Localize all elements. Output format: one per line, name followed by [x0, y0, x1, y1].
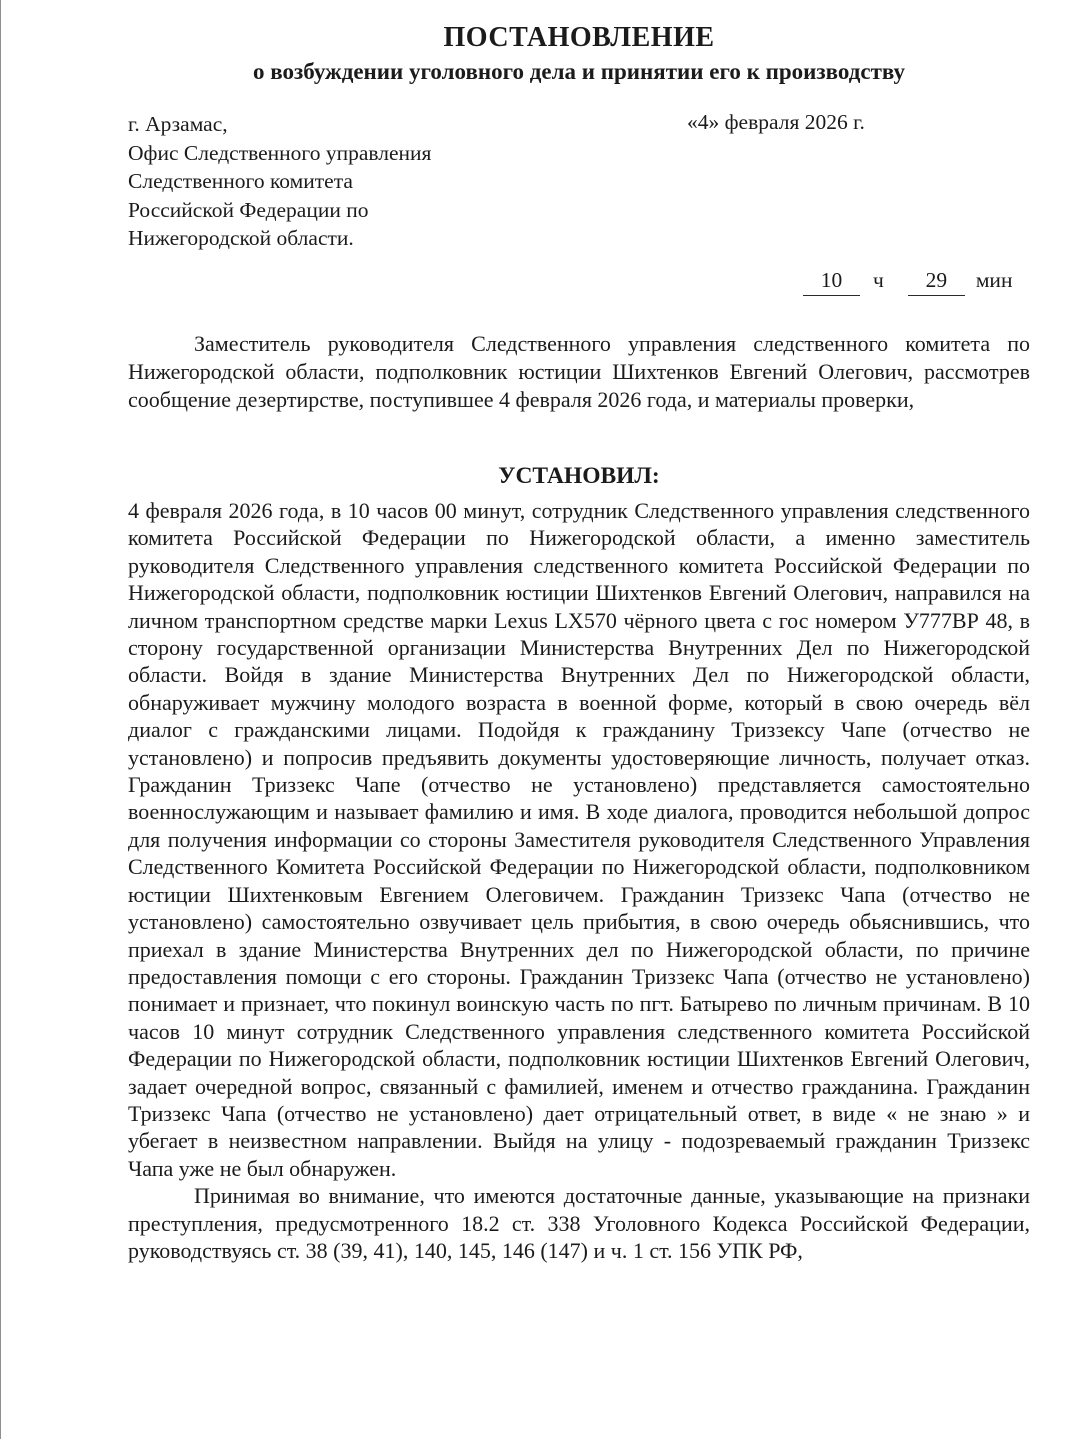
preamble-paragraph: Заместитель руководителя Следственного управления следственного комитета по Нижегородской области, подполковник юстиции Шихтенков Евгений Олегович, рассмотрев сообщение дезертирстве, поступившее 4 февраля 2026 года, и материалы проверки,: [128, 331, 1030, 412]
issuing-office-block: [128, 110, 431, 253]
document-title: ПОСТАНОВЛЕНИЕ: [443, 22, 715, 53]
time-row: [803, 268, 1012, 296]
document-date: «4» февраля 2026 г.: [687, 110, 865, 134]
document-subtitle: о возбуждении уголовного дела и принятии его к производству: [252, 59, 906, 84]
established-heading: УСТАНОВИЛ:: [498, 463, 660, 489]
page-left-edge-line: [0, 0, 1, 1439]
body-text: [128, 497, 1030, 1264]
issuing-office-line: Российской Федерации по: [128, 197, 369, 222]
issuing-office-line: Нижегородской области.: [128, 226, 354, 251]
issuing-office-line: Следственного комитета: [128, 169, 353, 194]
closing-paragraph: Принимая во внимание, что имеются достаточные данные, указывающие на признаки преступления, предусмотренного 18.2 ст. 338 Уголовного Кодекса Российской Федерации, руководствуясь ст. 38 (39, 41), 140, 145, 146 (147) и ч. 1 ст. 156 УПК РФ,: [128, 1183, 1030, 1263]
time-minutes-label: мин: [975, 268, 1013, 292]
issuing-office-line: Офис Следственного управления: [128, 140, 432, 165]
issuing-office-city: г. Арзамас,: [128, 112, 228, 136]
time-hours-value: 10: [803, 268, 860, 296]
facts-paragraph: 4 февраля 2026 года, в 10 часов 00 минут, сотрудник Следственного управления следственного комитета Российской Федерации по Нижегородской области, а именно заместитель руководителя Следственного управления следственного комитета Российской Федерации по Нижегородской области, подполковник юстиции Шихтенков Евгений Олегович, направился на личном транспортном средстве марки Lexus LX570 чёрного цвета с гос номером У777ВР 48, в сторону государственной организации Министерства Внутренних Дел по Нижегородской области. Войдя в здание Министерства Внутренних Дел по Нижегородской области, обнаруживает мужчину молодого возраста в военной форме, который в свою очередь вёл диалог с гражданскими лицами. Подойдя к гражданину Триззексу Чапе (отчество не установлено) и попросив предъявить документы удостоверяющие личность, получает отказ. Гражданин Триззекс Чапе (отчество не установлено) представляется самостоятельно военнослужающим и называет фамилию и имя. В ходе диалога, проводится небольшой допрос для получения информации со стороны Заместителя руководителя Следственного Управления Следственного Комитета Российской Федерации по Нижегородской области, подполковником юстиции Шихтенковым Евгением Олеговичем. Гражданин Триззекс Чапа (отчество не установлено) самостоятельно озвучивает цель прибытия, в свою очередь обьяснившись, что приехал в здание Министерства Внутренних дел по Нижегородской области, по причине предоставления помощи с его стороны. Гражданин Триззекс Чапа (отчество не установлено) понимает и признает, что покинул воинскую часть по пгт. Батырево по личным причинам. В 10 часов 10 минут сотрудник Следственного управления следственного комитета Российской Федерации по Нижегородской области, подполковник юстиции Шихтенков Евгений Олегович, задает очередной вопрос, связанный с фамилией, именем и отчество гражданина. Гражданин Триззекс Чапа (отчество не установлено) дает отрицательный ответ, в виде « не знаю » и убегает в неизвестном направлении. Выйдя на улицу - подозреваемый гражданин Триззекс Чапа уже не был обнаружен.: [128, 498, 1030, 1181]
time-hours-label: ч: [873, 268, 884, 292]
time-minutes-value: 29: [908, 268, 965, 296]
